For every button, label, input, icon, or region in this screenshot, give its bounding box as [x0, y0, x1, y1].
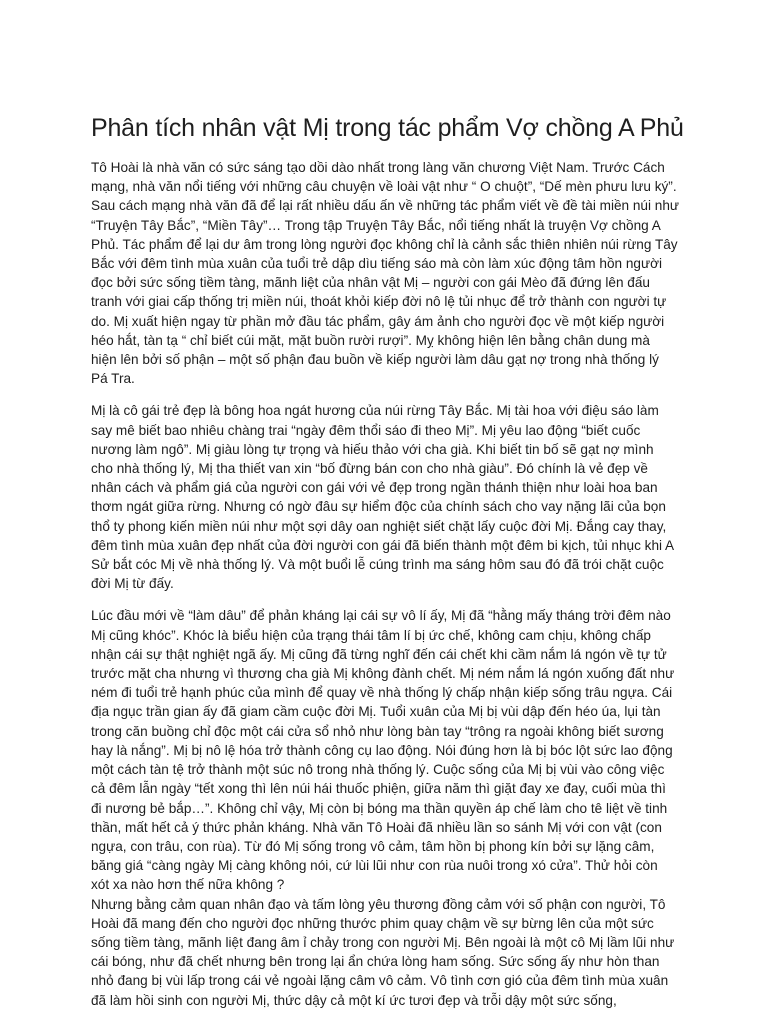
document-page — [91, 112, 684, 1023]
paragraph-mi-beauty: Mị là cô gái trẻ đẹp là bông hoa ngát hương của núi rừng Tây Bắc. Mị tài hoa với điệu sáo làm say mê biết bao nhiêu chàng trai “ngày đêm thổi sáo đi theo Mị”. Mị yêu lao động “biết cuốc nương làm ngô”. Mị giàu lòng tự trọng và hiếu thảo với cha già. Khi biết tin bố sẽ gạt nợ mình cho nhà thống lý, Mị tha thiết van xin “bố đừng bán con cho nhà giàu”. Đó chính là vẻ đẹp về nhân cách và phẩm giá của người con gái với vẻ đẹp trong ngần thánh thiện như loài hoa ban thơm ngát giữa rừng. Nhưng có ngờ đâu sự hiểm độc của chính sách cho vay nặng lãi của bọn thổ ty phong kiến miền núi như một sợi dây oan nghiệt siết chặt lấy cuộc đời Mị. Đắng cay thay, đêm tình mùa xuân đẹp nhất của đời người con gái đã biến thành một đêm bi kịch, tủi nhục khi A Sử bắt cóc Mị về nhà thống lý. Và một buổi lễ cúng trình ma sáng hôm sau đó đã trói chặt cuộc đời Mị từ đấy. — [91, 403, 674, 592]
document-title: Phân tích nhân vật Mị trong tác phẩm Vợ chồng A Phủ — [91, 114, 684, 142]
paragraph-intro: Tô Hoài là nhà văn có sức sáng tạo dồi dào nhất trong làng văn chương Việt Nam. Trước Cách mạng, nhà văn nổi tiếng với những câu chuyện về loài vật như “ O chuột”, “Dế mèn phưu lưu ký”. Sau cách mạng nhà văn đã để lại rất nhiều dấu ấn về những tác phẩm viết về đề tài miền núi như “Truyện Tây Bắc”, “Miền Tây”… Trong tập Truyện Tây Bắc, nổi tiếng nhất là truyện Vợ chồng A Phủ. Tác phẩm để lại dư âm trong lòng người đọc không chỉ là cảnh sắc thiên nhiên núi rừng Tây Bắc với đêm tình mùa xuân của tuổi trẻ dập dìu tiếng sáo mà còn làm xúc động tâm hồn người đọc bởi sức sống tiềm tàng, mãnh liệt của nhân vật Mị – người con gái Mèo đã đứng lên đấu tranh với giai cấp thống trị miền núi, thoát khỏi kiếp đời nô lệ tủi nhục để trở thành con người tự do. Mị xuất hiện ngay từ phần mở đầu tác phẩm, gây ám ảnh cho người đọc về một kiếp người héo hắt, tàn tạ “ chỉ biết cúi mặt, mặt buồn rười rượi”. Mỵ không hiện lên bằng chân dung mà hiện lên bởi số phận – một số phận đau buồn về kiếp người làm dâu gạt nợ trong nhà thống lý Pá Tra. — [91, 160, 680, 387]
paragraph-mi-vitality: Nhưng bằng cảm quan nhân đạo và tấm lòng yêu thương đồng cảm với số phận con người, Tô Hoài đã mang đến cho người đọc những thước phim quay chậm về sự bừng lên của một sức sống tiềm tàng, mãnh liệt đang âm ỉ chảy trong con người Mị. Bên ngoài là một cô Mị lầm lũi như cái bóng, như đã chết nhưng bên trong lại ẩn chứa lòng ham sống. Sức sống ấy như hòn than nhỏ đang bị vùi lấp trong cái vẻ ngoài lặng câm vô cảm. Vô tình cơn gió của đêm tình mùa xuân đã làm hồi sinh con người Mị, thức dậy cả một kí ức tươi đẹp và trỗi dậy một sức sống, — [91, 896, 675, 1008]
paragraph-mi-suffering: Lúc đầu mới về “làm dâu” để phản kháng lại cái sự vô lí ấy, Mị đã “hằng mấy tháng trời đêm nào Mị cũng khóc”. Khóc là biểu hiện của trạng thái tâm lí bị ức chế, không cam chịu, không chấp nhận cái sự thật nghiệt ngã ấy. Mị cũng đã từng nghĩ đến cái chết khi cầm nắm lá ngón về tự tử trước mặt cha nhưng vì thương cha già Mị không đành chết. Mị ném nắm lá ngón xuống đất như ném đi tuổi trẻ hạnh phúc của mình để quay về nhà thống lý chấp nhận kiếp sống trâu ngựa. Cái địa ngục trần gian ấy đã giam cầm cuộc đời Mị. Tuổi xuân của Mị bị vùi dập đến héo úa, lụi tàn trong căn buồng chỉ độc một cái cửa sổ nhỏ như lòng bàn tay “trông ra ngoài không biết sương hay là nắng”. Mị bị nô lệ hóa trở thành công cụ lao động. Nói đúng hơn là bị bóc lột sức lao động một cách tàn tệ trở thành một súc nô trong nhà thống lý. Cuộc sống của Mị bị vùi vào công việc cả đêm lẫn ngày “tết xong thì lên núi hái thuốc phiện, giữa năm thì giặt đay xe đay, cuối mùa thì đi nương bẻ bắp…”. Không chỉ vậy, Mị còn bị bóng ma thần quyền áp chế làm cho tê liệt về tinh thần, mất hết cả ý thức phản kháng. Nhà văn Tô Hoài đã nhiều lần so sánh Mị với con vật (con ngựa, con trâu, con rùa). Từ đó Mị sống trong vô cảm, tâm hồn bị phong kín bởi sự lặng câm, băng giá “càng ngày Mị càng không nói, cứ lùi lũi như con rùa nuôi trong xó cửa”. Thử hỏi còn xót xa nào hơn thế nữa không ? — [91, 608, 675, 893]
